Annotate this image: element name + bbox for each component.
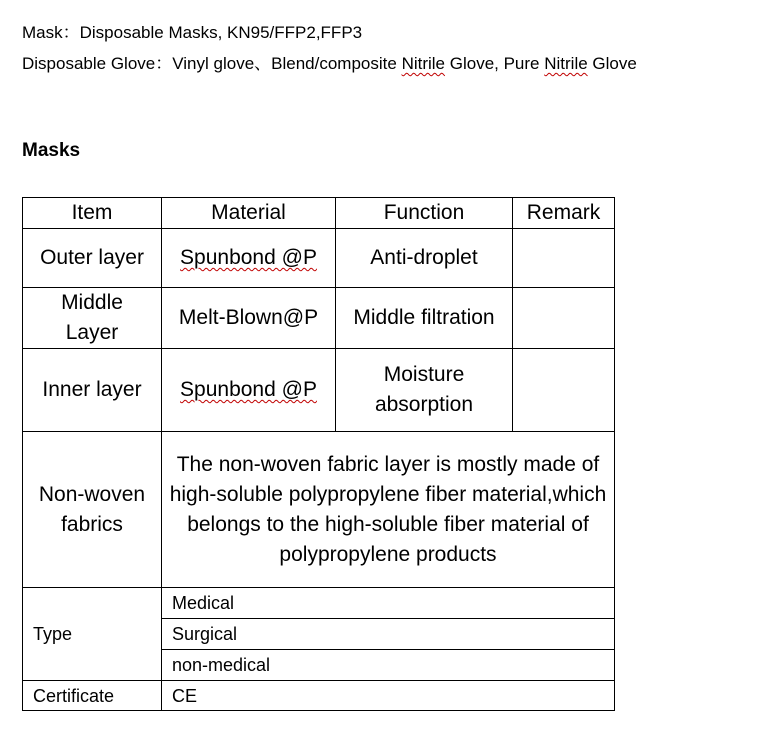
header-material: Material	[162, 198, 336, 229]
type-row	[23, 588, 615, 619]
glove-text-part-3: Glove	[587, 54, 637, 73]
function-cell: Middle filtration	[336, 288, 513, 349]
certificate-value: CE	[162, 681, 615, 711]
material-cell	[162, 229, 336, 288]
nonwoven-row	[23, 432, 615, 588]
material-text: Spunbond @P	[180, 378, 317, 401]
glove-label: Disposable Glove：	[22, 54, 173, 73]
type-option: non-medical	[162, 650, 615, 681]
material-text: Spunbond @P	[180, 246, 317, 269]
table-row	[23, 288, 615, 349]
glove-intro-line	[22, 49, 637, 74]
nonwoven-description: The non-woven fabric layer is mostly made of high-soluble polypropylene fiber material,which belongs to the high-soluble fiber material of polypropylene products	[162, 432, 615, 588]
item-cell: Outer layer	[23, 229, 162, 288]
header-remark: Remark	[513, 198, 615, 229]
nitrile-word: Nitrile	[401, 54, 446, 73]
glove-text-part-2: Glove, Pure	[445, 54, 545, 73]
masks-spec-table	[22, 197, 615, 711]
remark-cell	[513, 288, 615, 349]
type-option: Surgical	[162, 619, 615, 650]
material-cell	[162, 349, 336, 432]
header-function: Function	[336, 198, 513, 229]
material-cell: Melt-Blown@P	[162, 288, 336, 349]
section-heading: Masks	[22, 140, 81, 161]
table-row	[23, 349, 615, 432]
table-header-row	[23, 198, 615, 229]
item-cell: Inner layer	[23, 349, 162, 432]
nitrile-word: Nitrile	[544, 54, 588, 73]
remark-cell	[513, 349, 615, 432]
type-label: Type	[23, 588, 162, 681]
mask-intro-line	[22, 18, 362, 43]
remark-cell	[513, 229, 615, 288]
type-option: Medical	[162, 588, 615, 619]
certificate-label: Certificate	[23, 681, 162, 711]
certificate-row	[23, 681, 615, 711]
table-row	[23, 229, 615, 288]
mask-label: Mask：	[22, 23, 80, 42]
header-item: Item	[23, 198, 162, 229]
function-cell: Moisture absorption	[336, 349, 513, 432]
nonwoven-label: Non-woven fabrics	[23, 432, 162, 588]
mask-text: Disposable Masks, KN95/FFP2,FFP3	[79, 23, 363, 42]
function-cell: Anti-droplet	[336, 229, 513, 288]
item-cell: Middle Layer	[23, 288, 162, 349]
glove-text-part-1: Vinyl glove、Blend/composite	[172, 54, 402, 73]
